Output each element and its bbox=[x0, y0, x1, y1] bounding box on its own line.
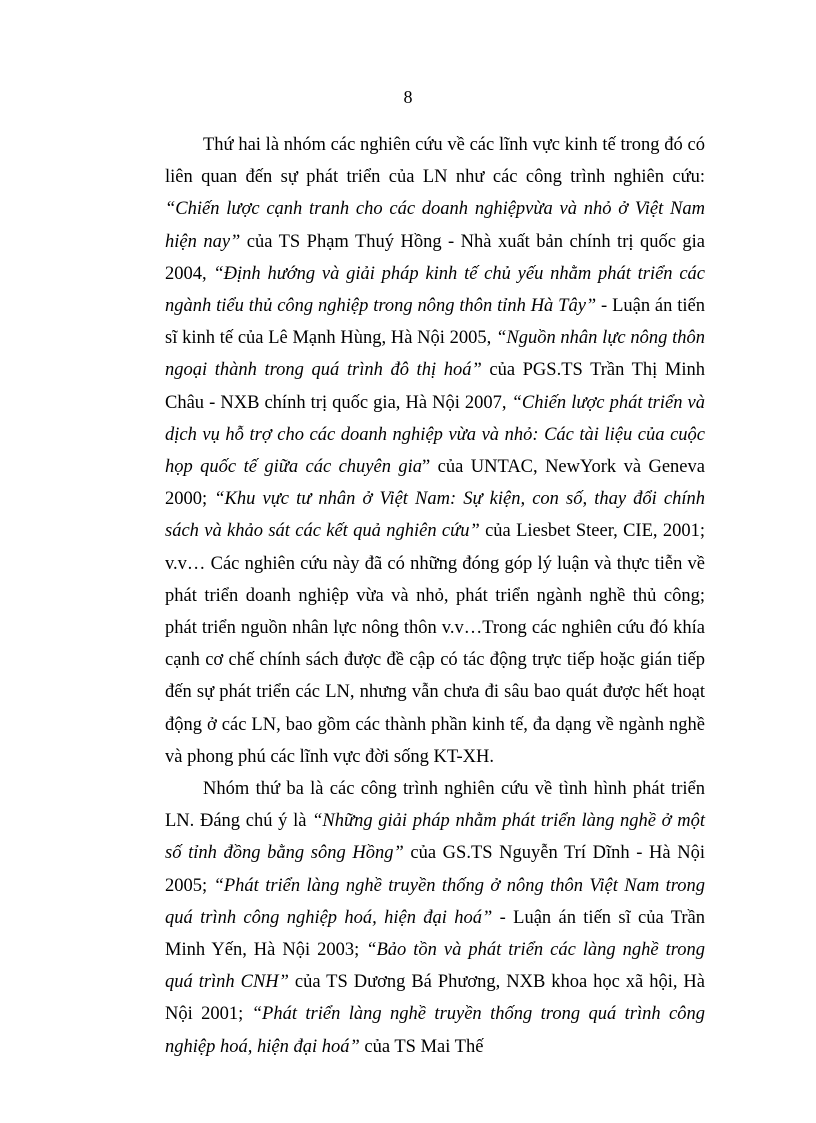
cited-title: “Những giải pháp nhằm phát triển làng nghề ở một số tỉnh đồng bằng sông Hồng” bbox=[165, 811, 705, 864]
cited-title: “Khu vực tư nhân ở Việt Nam: Sự kiện, con số, thay đổi chính sách và khảo sát các kết quả nghiên cứu” bbox=[165, 489, 705, 542]
body-text bbox=[165, 129, 705, 1063]
cited-title: “Bảo tồn và phát triển các làng nghề trong quá trình CNH” bbox=[165, 940, 706, 993]
text-run: - Luận án tiến sĩ của Trần Minh Yến, Hà Nội 2003; bbox=[165, 907, 705, 961]
paragraph bbox=[165, 129, 705, 773]
text-run: của Liesbet Steer, CIE, 2001; v.v… Các nghiên cứu này đã có những đóng góp lý luận và thực tiễn về phát triển doanh nghiệp vừa và nhỏ, phát triển ngành nghề thủ công; phát triển nguồn nhân lực nông thôn v.v…Trong các nghiên cứu đó khía cạnh cơ chế chính sách được đề cập có tác động trực tiếp hoặc gián tiếp đến sự phát triển các LN, nhưng vẫn chưa đi sâu bao quát được hết hoạt động ở các LN, bao gồm các thành phần kinh tế, đa dạng về ngành nghề và phong phú các lĩnh vực đời sống KT-XH. bbox=[165, 521, 705, 767]
cited-title: “Chiến lược phát triển và dịch vụ hỗ trợ cho các doanh nghiệp vừa và nhỏ: Các tài liệu của cuộc họp quốc tế giữa các chuyên gia bbox=[165, 392, 705, 478]
cited-title: “Phát triển làng nghề truyền thống ở nông thôn Việt Nam trong quá trình công nghiệp hoá, hiện đại hoá” bbox=[165, 875, 706, 928]
text-run: - Luận án tiến sĩ kinh tế của Lê Mạnh Hùng, Hà Nội 2005, bbox=[165, 296, 705, 349]
text-run: Thứ hai là nhóm các nghiên cứu về các lĩnh vực kinh tế trong đó có liên quan đến sự phát triển của LN như các công trình nghiên cứu: bbox=[165, 135, 705, 188]
text-run: của GS.TS Nguyễn Trí Dĩnh - Hà Nội 2005; bbox=[165, 843, 705, 896]
text-run: của PGS.TS Trần Thị Minh Châu - NXB chính trị quốc gia, Hà Nội 2007, bbox=[165, 360, 705, 413]
cited-title: “Chiến lược cạnh tranh cho các doanh nghiệpvừa và nhỏ ở Việt Nam hiện nay” bbox=[165, 199, 705, 252]
cited-title: “Định hướng và giải pháp kinh tế chủ yếu nhằm phát triển các ngành tiểu thủ công nghiệp trong nông thôn tỉnh Hà Tây” bbox=[165, 263, 705, 317]
paragraph bbox=[165, 773, 705, 1063]
text-run: Nhóm thứ ba là các công trình nghiên cứu về tình hình phát triển LN. Đáng chú ý là bbox=[165, 779, 705, 832]
cited-title: “Phát triển làng nghề truyền thống trong quá trình công nghiệp hoá, hiện đại hoá” bbox=[165, 1004, 706, 1057]
text-run: ” của UNTAC, NewYork và Geneva 2000; bbox=[165, 457, 705, 510]
text-run: của TS Dương Bá Phương, NXB khoa học xã hội, Hà Nội 2001; bbox=[165, 972, 705, 1025]
text-run: của TS Phạm Thuý Hồng - Nhà xuất bản chính trị quốc gia 2004, bbox=[165, 231, 705, 284]
text-run: của TS Mai Thế bbox=[359, 1036, 484, 1057]
cited-title: “Nguồn nhân lực nông thôn ngoại thành trong quá trình đô thị hoá” bbox=[165, 328, 705, 381]
page-number: 8 bbox=[403, 87, 413, 107]
